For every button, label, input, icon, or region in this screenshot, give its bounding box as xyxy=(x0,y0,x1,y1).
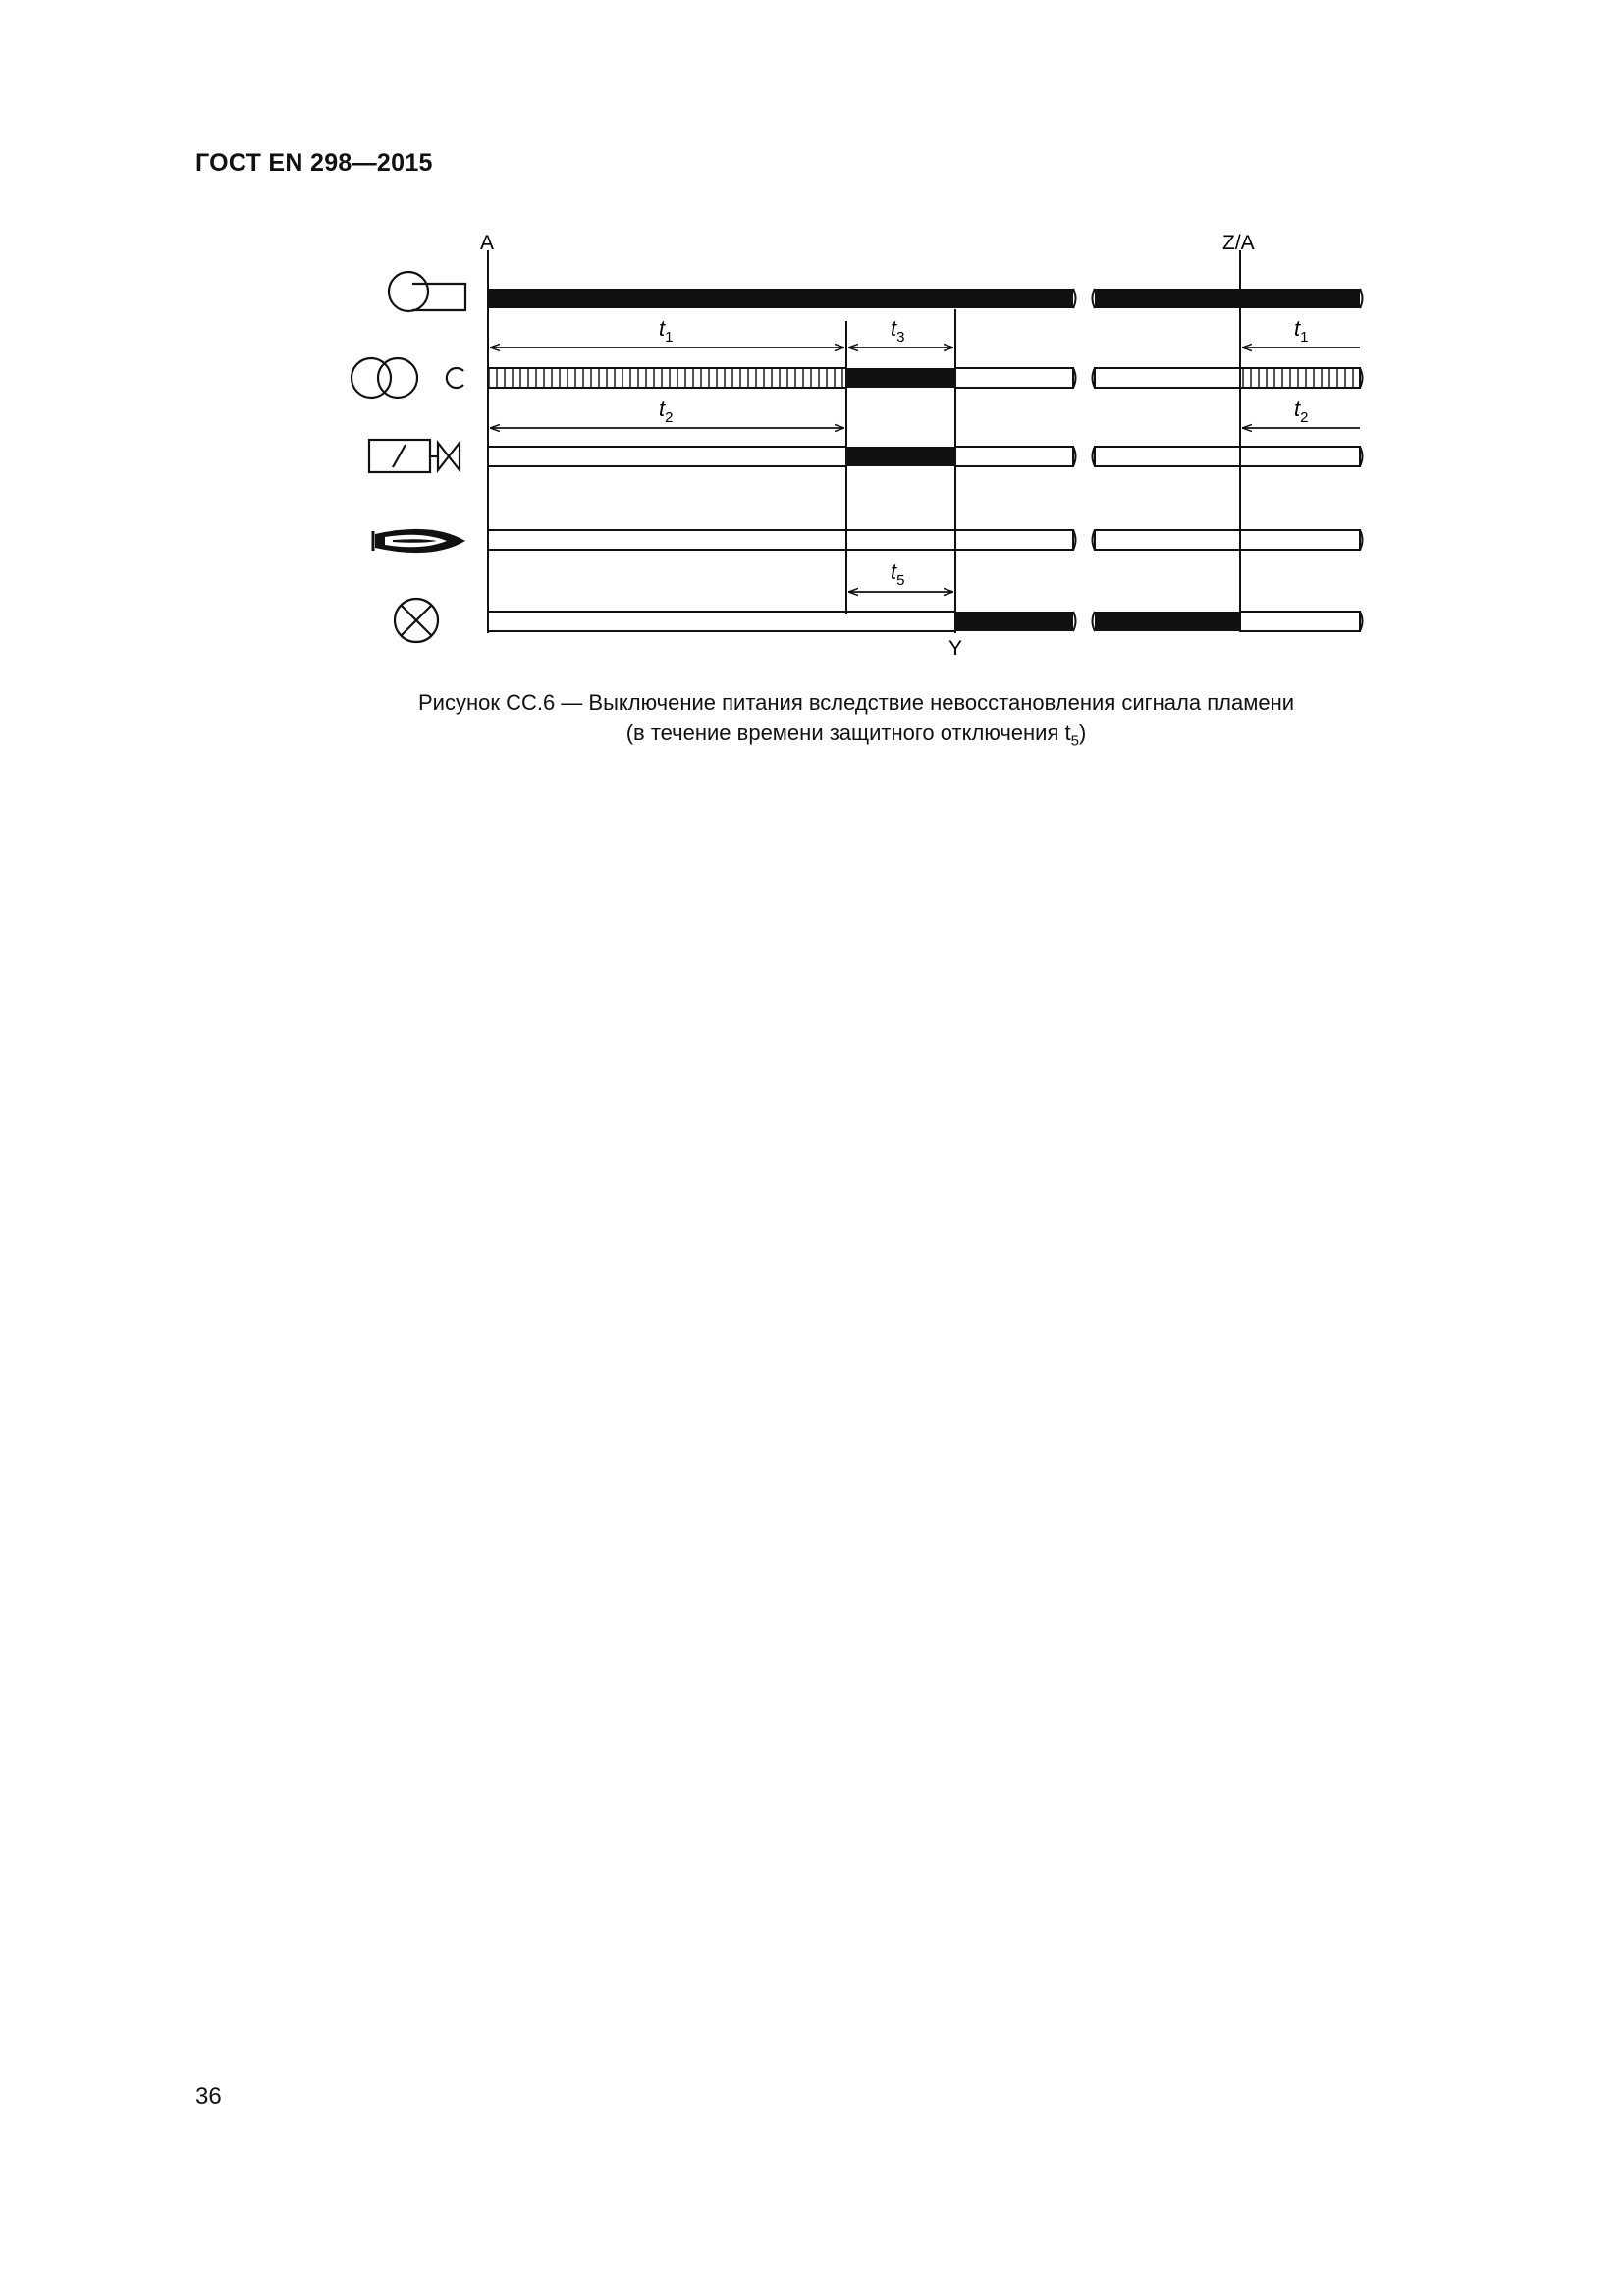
fan-motor-icon xyxy=(389,272,465,311)
row-fuel-valve xyxy=(488,447,1363,466)
row-ignition xyxy=(488,368,1363,388)
row-fan-motor xyxy=(488,289,1363,308)
ignition-hatched-bar-1 xyxy=(488,368,846,388)
marker-label-a: A xyxy=(480,232,495,254)
lockout-solid-bar-1 xyxy=(955,612,1073,631)
marker-label-y: Y xyxy=(948,637,963,660)
label-t1-restart: $t_1$ xyxy=(1294,316,1309,346)
ignition-solid-bar xyxy=(846,368,955,388)
lockout-lamp-icon xyxy=(395,599,438,642)
ignition-transformer-icon xyxy=(352,358,463,398)
page-number: 36 xyxy=(195,2083,222,2109)
fan-bar-segment-1 xyxy=(488,289,1073,308)
label-t2-restart: $t_2$ xyxy=(1294,397,1309,426)
ignition-hatched-bar-2 xyxy=(1240,368,1360,388)
caption-line-1: Рисунок СС.6 — Выключение питания вследствие невосстановления сигнала пламени xyxy=(417,690,1295,715)
row-lockout xyxy=(488,612,1363,631)
caption-line-2: (в течение времени защитного отключения $t_5$) xyxy=(625,721,1087,750)
document-header: ГОСТ EN 298—2015 xyxy=(195,149,433,177)
fuel-valve-icon xyxy=(369,440,460,472)
label-t5: $t_5$ xyxy=(891,560,905,589)
label-t1: $t_1$ xyxy=(659,316,674,346)
marker-label-za: Z/A xyxy=(1222,232,1255,254)
valve-solid-bar xyxy=(846,447,955,466)
figure-caption xyxy=(321,687,1391,756)
fan-bar-segment-2 xyxy=(1095,289,1360,308)
label-t3: $t_3$ xyxy=(891,316,905,346)
lockout-solid-bar-2 xyxy=(1095,612,1240,631)
flame-icon xyxy=(373,529,465,553)
row-flame xyxy=(488,530,1363,550)
label-t2: $t_2$ xyxy=(659,397,674,426)
